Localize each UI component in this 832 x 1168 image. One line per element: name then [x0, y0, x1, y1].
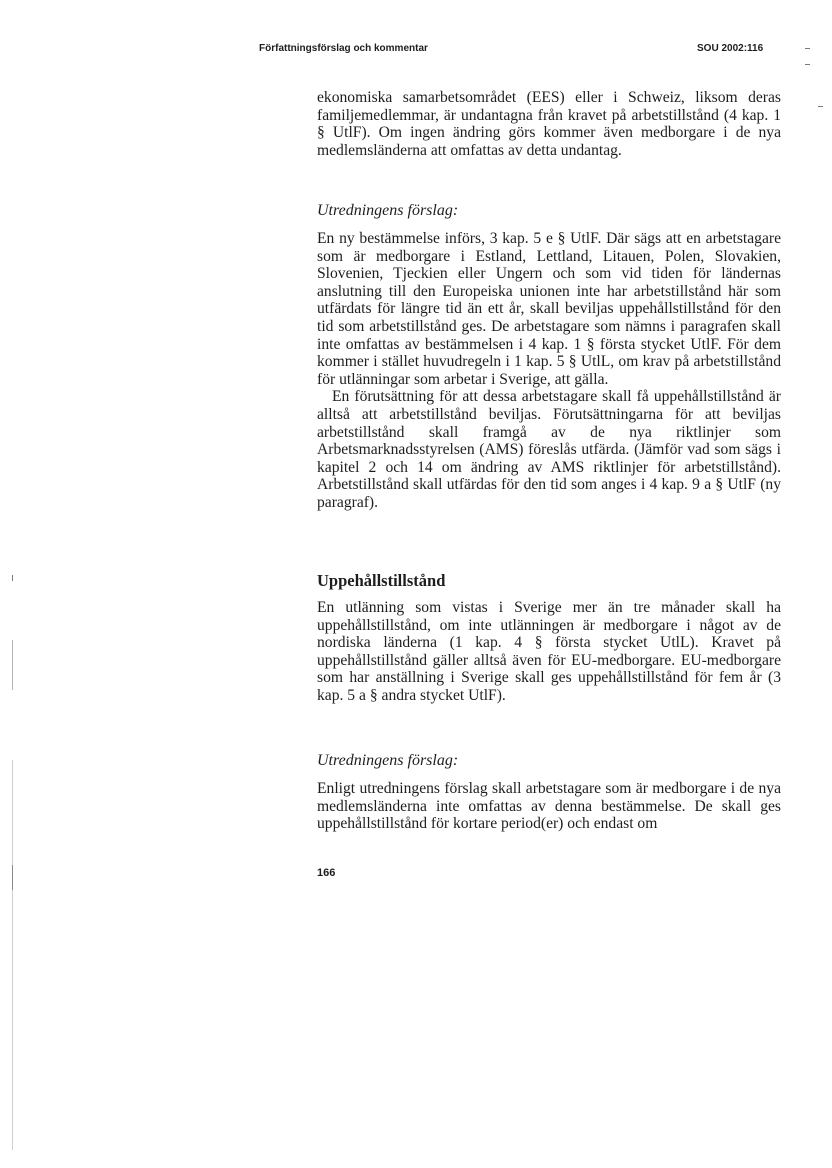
residence-paragraph: En utlänning som vistas i Sverige mer än tre månader skall ha uppehållstillstånd, om inte utlänningen är medborgare i något av de nordiska länderna (1 kap. 4 § första stycket UtlL). Kravet på uppehållstillstånd gäller alltså även för EU-medborgare. EU-medborgare som har anställning i Sverige skall ges uppehållstillstånd för fem år (3 kap. 5 a § andra stycket UtlF). — [317, 599, 781, 704]
running-head-left: Författningsförslag och kommentar — [259, 43, 428, 54]
proposal-2-block — [317, 780, 781, 833]
subheading-proposal-1: Utredningens förslag: — [317, 202, 459, 219]
subheading-proposal-2: Utredningens förslag: — [317, 752, 459, 769]
residence-block — [317, 599, 781, 705]
proposal-1-paragraph-1: En ny bestämmelse införs, 3 kap. 5 e § UtlF. Där sägs att en arbetstagare som är medborgare i Estland, Lettland, Litauen, Polen, Slovakien, Slovenien, Tjeckien eller Ungern och som vid tiden för ländernas anslutning till den Europeiska unionen inte har arbetstillstånd här som utfärdats för längre tid än ett år, skall beviljas uppehållstillstånd för den tid som arbetstillstånd ges. De arbetstagare som nämns i paragrafen skall inte omfattas av bestämmelsen i 4 kap. 1 § första stycket UtlF. För dem kommer i stället huvudregeln i 1 kap. 5 § UtlL, om krav på arbetstillstånd för utlänningar som arbetar i Sverige, att gälla. — [317, 230, 781, 388]
scan-mark — [818, 106, 823, 107]
scan-mark — [12, 865, 13, 890]
scan-mark — [12, 640, 13, 690]
section-heading: Uppehållstillstånd — [317, 571, 446, 590]
running-head-right: SOU 2002:116 — [697, 43, 764, 54]
proposal-2-paragraph: Enligt utredningens förslag skall arbetstagare som är medborgare i de nya medlemsländerna inte omfattas av denna bestämmelse. De skall ges uppehållstillstånd för kortare period(er) och endast om — [317, 780, 781, 833]
proposal-1-block — [317, 230, 781, 512]
scan-mark — [12, 575, 13, 581]
proposal-1-paragraph-2: En förutsättning för att dessa arbetstagare skall få uppehållstillstånd är alltså att arbetstillstånd beviljas. Förutsättningarna för att beviljas arbetstillstånd skall framgå av de nya riktlinjer som Arbetsmarknadsstyrelsen (AMS) föreslås utfärda. (Jämför vad som sägs i kapitel 2 och 14 om ändring av AMS riktlinjer för arbetstillstånd). Arbetstillstånd skall utfärdas för den tid som anges i 4 kap. 9 a § UtlF (ny paragraf). — [317, 388, 781, 511]
page-number: 166 — [317, 867, 336, 879]
scan-mark — [12, 760, 13, 1150]
intro-paragraph-block — [317, 89, 781, 159]
scan-mark — [805, 64, 810, 65]
intro-paragraph: ekonomiska samarbetsområdet (EES) eller i Schweiz, liksom deras familjemedlemmar, är undantagna från kravet på arbetstillstånd (4 kap. 1 § UtlF). Om ingen ändring görs kommer även medborgare i de nya medlemsländerna att omfattas av detta undantag. — [317, 89, 781, 159]
scan-mark — [805, 48, 810, 49]
